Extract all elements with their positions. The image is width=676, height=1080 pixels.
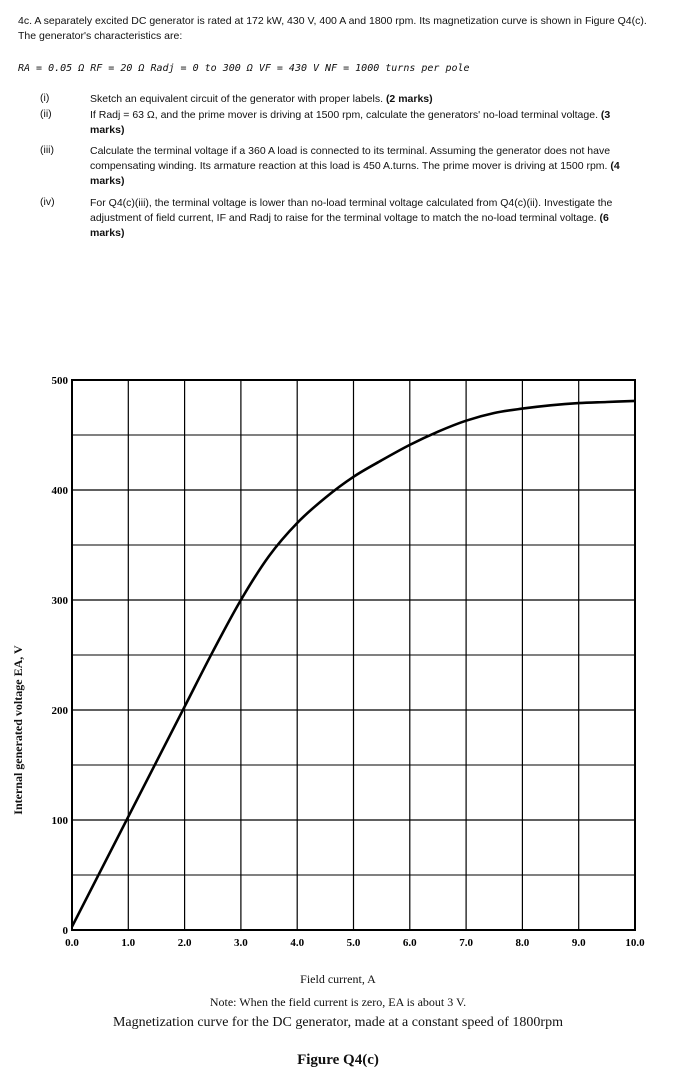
figure-title: Figure Q4(c) (297, 1052, 379, 1068)
part-body: For Q4(c)(iii), the terminal voltage is lower than no-load terminal voltage calculated from Q4(c)(ii). Investigate the adjustment of field current, IF and Radj to raise for the terminal voltage to match the no-load terminal voltage. (90, 197, 613, 224)
x-tick-label: 0.0 (65, 937, 79, 949)
part-text (90, 196, 635, 241)
part-marks: (4 marks) (90, 160, 620, 187)
x-tick-labels (65, 937, 645, 949)
x-tick-label: 7.0 (459, 937, 473, 949)
y-tick-label: 100 (51, 815, 68, 827)
x-tick-label: 6.0 (402, 937, 417, 949)
question-intro: 4c. A separately excited DC generator is rated at 172 kW, 430 V, 400 A and 1800 rpm. Its magnetization curve is shown in Figure Q4(c). The generator's characteristics are: (18, 15, 647, 42)
y-axis-label: Internal generated voltage EA, V (11, 645, 25, 815)
y-tick-labels (52, 375, 69, 937)
part-text (90, 92, 635, 107)
y-tick-label: 300 (51, 595, 68, 607)
part-number: (iv) (40, 196, 55, 208)
x-tick-label: 5.0 (346, 937, 361, 949)
figure-note: Note: When the field current is zero, EA is about 3 V. (209, 995, 467, 1009)
y-tick-label: 200 (51, 705, 68, 717)
part-body: Sketch an equivalent circuit of the generator with proper labels. (90, 93, 384, 105)
y-tick-label: 500 (51, 375, 68, 387)
part-number: (ii) (40, 108, 52, 120)
generator-parameters: RA = 0.05 Ω RF = 20 Ω Radj = 0 to 300 Ω VF = 430 V NF = 1000 turns per pole (18, 63, 470, 74)
y-tick-label: 400 (51, 485, 68, 497)
part-number: (i) (40, 92, 50, 104)
figure-description: Magnetization curve for the DC generator, made at a constant speed of 1800rpm (112, 1015, 563, 1030)
part-marks: (2 marks) (385, 93, 433, 105)
x-tick-label: 1.0 (121, 937, 136, 949)
x-tick-label: 10.0 (625, 937, 645, 949)
x-tick-label: 4.0 (290, 937, 305, 949)
part-text (90, 144, 635, 189)
x-tick-label: 2.0 (177, 937, 192, 949)
x-tick-label: 3.0 (234, 937, 248, 949)
x-axis-label: Field current, A (300, 972, 376, 986)
magnetization-chart (0, 370, 676, 970)
y-tick-label: 0 (62, 925, 68, 937)
part-body: If Radj = 63 Ω, and the prime mover is driving at 1500 rpm, calculate the generators' no-load terminal voltage. (90, 109, 598, 121)
part-marks: (6 marks) (90, 212, 609, 239)
part-number: (iii) (40, 144, 54, 156)
part-body: Calculate the terminal voltage if a 360 A load is connected to its terminal. Assuming the generator does not have compensating winding. Its armature reaction at this load is 450 A.turns. The prime mover is driving at 1500 rpm. (90, 145, 611, 172)
part-text (90, 108, 635, 138)
x-tick-label: 9.0 (571, 937, 586, 949)
x-tick-label: 8.0 (515, 937, 530, 949)
part-marks: (3 marks) (90, 109, 611, 136)
